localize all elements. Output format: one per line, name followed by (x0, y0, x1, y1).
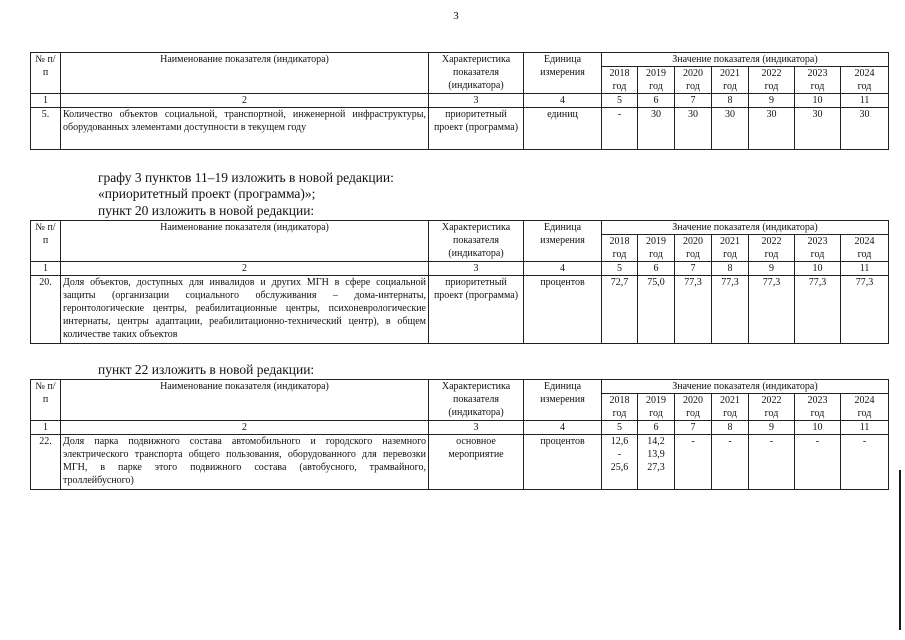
column-number-row (31, 421, 889, 435)
col-number: 2 (61, 421, 429, 435)
header-value-group: Значение показателя (индикатора) (602, 53, 889, 67)
row-name: Доля объектов, доступных для инвалидов и других МГН в сфере социальной защиты (организации социального обслуживания – дома-интернаты, геронтологические центры, реабилитационные центры, психоневрологические интернаты, центры адаптации, реабилитационно-технический центр), в общем количестве таких объектов (61, 276, 429, 344)
value-cell: 72,7 (602, 276, 638, 344)
col-number: 7 (675, 94, 712, 108)
col-number: 4 (524, 262, 602, 276)
value-cell: 30 (841, 108, 889, 150)
header-year: 2023 год (795, 235, 841, 262)
header-year: 2018 год (602, 235, 638, 262)
col-number: 9 (749, 94, 795, 108)
row-no: 5. (31, 108, 61, 150)
value-cell: 77,3 (675, 276, 712, 344)
row-no: 22. (31, 435, 61, 490)
col-number: 11 (841, 94, 889, 108)
table-row (31, 276, 889, 344)
paragraph-new-text: «приоритетный проект (программа)»; (98, 186, 316, 201)
value-cell: 77,3 (795, 276, 841, 344)
col-number: 1 (31, 421, 61, 435)
col-number: 6 (638, 94, 675, 108)
header-name: Наименование показателя (индикатора) (61, 221, 429, 262)
col-number: 1 (31, 94, 61, 108)
header-year: 2019 год (638, 394, 675, 421)
col-number: 7 (675, 262, 712, 276)
header-name: Наименование показателя (индикатора) (61, 380, 429, 421)
row-name: Количество объектов социальной, транспортной, инженерной инфраструктуры, оборудованных элементами доступности в текущем году (61, 108, 429, 150)
row-characteristic: приоритетный проект (программа) (429, 108, 524, 150)
col-number: 11 (841, 421, 889, 435)
header-characteristic: Характеристика показателя (индикатора) (429, 380, 524, 421)
col-number: 8 (712, 421, 749, 435)
header-characteristic: Характеристика показателя (индикатора) (429, 53, 524, 94)
header-year: 2024 год (841, 67, 889, 94)
row-characteristic: основное мероприятие (429, 435, 524, 490)
value-cell-2018: 12,6 - 25,6 (602, 435, 638, 490)
col-number: 6 (638, 421, 675, 435)
header-year: 2024 год (841, 235, 889, 262)
header-value-group: Значение показателя (индикатора) (602, 221, 889, 235)
col-number: 5 (602, 94, 638, 108)
header-year: 2023 год (795, 67, 841, 94)
col-number: 4 (524, 94, 602, 108)
header-year: 2022 год (749, 235, 795, 262)
row-characteristic: приоритетный проект (программа) (429, 276, 524, 344)
scan-edge-line (899, 470, 901, 630)
value-cell: - (841, 435, 889, 490)
col-number: 5 (602, 421, 638, 435)
row-unit: единиц (524, 108, 602, 150)
header-year: 2020 год (675, 235, 712, 262)
value-cell: - (795, 435, 841, 490)
header-unit: Единица измерения (524, 221, 602, 262)
col-number: 10 (795, 262, 841, 276)
col-number: 6 (638, 262, 675, 276)
header-unit: Единица измерения (524, 53, 602, 94)
value-cell: - (749, 435, 795, 490)
table-row (31, 108, 889, 150)
col-number: 4 (524, 421, 602, 435)
column-number-row (31, 262, 889, 276)
header-unit: Единица измерения (524, 380, 602, 421)
value-cell: - (602, 108, 638, 150)
col-number: 10 (795, 421, 841, 435)
header-year: 2023 год (795, 394, 841, 421)
value-cell: 30 (749, 108, 795, 150)
row-unit: процентов (524, 276, 602, 344)
col-number: 3 (429, 421, 524, 435)
header-year: 2019 год (638, 235, 675, 262)
header-year: 2021 год (712, 67, 749, 94)
header-no: № п/п (31, 53, 61, 94)
table-row (31, 435, 889, 490)
column-number-row (31, 94, 889, 108)
page-number: 3 (453, 10, 459, 22)
header-year: 2018 год (602, 67, 638, 94)
col-number: 9 (749, 421, 795, 435)
row-no: 20. (31, 276, 61, 344)
header-year: 2020 год (675, 394, 712, 421)
value-cell-2019: 14,2 13,9 27,3 (638, 435, 675, 490)
paragraph-amend-column3: графу 3 пунктов 11–19 изложить в новой редакции: (98, 170, 394, 185)
value-cell: 77,3 (712, 276, 749, 344)
header-no: № п/п (31, 380, 61, 421)
value-cell: 30 (638, 108, 675, 150)
indicator-table-3 (30, 379, 889, 490)
header-value-group: Значение показателя (индикатора) (602, 380, 889, 394)
value-cell: 77,3 (749, 276, 795, 344)
col-number: 10 (795, 94, 841, 108)
col-number: 5 (602, 262, 638, 276)
col-number: 3 (429, 94, 524, 108)
value-cell: - (675, 435, 712, 490)
value-cell: 30 (795, 108, 841, 150)
value-cell: - (712, 435, 749, 490)
indicator-table-2 (30, 220, 889, 344)
header-year: 2019 год (638, 67, 675, 94)
col-number: 1 (31, 262, 61, 276)
header-year: 2022 год (749, 394, 795, 421)
header-year: 2020 год (675, 67, 712, 94)
value-cell: 75,0 (638, 276, 675, 344)
col-number: 7 (675, 421, 712, 435)
header-no: № п/п (31, 221, 61, 262)
row-unit: процентов (524, 435, 602, 490)
paragraph-amend-point22: пункт 22 изложить в новой редакции: (98, 362, 315, 377)
col-number: 2 (61, 262, 429, 276)
header-year: 2022 год (749, 67, 795, 94)
header-year: 2018 год (602, 394, 638, 421)
col-number: 9 (749, 262, 795, 276)
row-name: Доля парка подвижного состава автомобильного и городского наземного электрического транспорта общего пользования, оборудованного для перевозки МГН, в парке этого подвижного состава (автобусного, трамвайного, троллейбусного) (61, 435, 429, 490)
value-cell: 30 (712, 108, 749, 150)
header-year: 2021 год (712, 235, 749, 262)
col-number: 3 (429, 262, 524, 276)
header-year: 2024 год (841, 394, 889, 421)
indicator-table-1 (30, 52, 889, 150)
value-cell: 30 (675, 108, 712, 150)
header-year: 2021 год (712, 394, 749, 421)
paragraph-amend-point20: пункт 20 изложить в новой редакции: (98, 203, 315, 218)
col-number: 11 (841, 262, 889, 276)
value-cell: 77,3 (841, 276, 889, 344)
col-number: 8 (712, 262, 749, 276)
col-number: 8 (712, 94, 749, 108)
header-characteristic: Характеристика показателя (индикатора) (429, 221, 524, 262)
header-name: Наименование показателя (индикатора) (61, 53, 429, 94)
col-number: 2 (61, 94, 429, 108)
